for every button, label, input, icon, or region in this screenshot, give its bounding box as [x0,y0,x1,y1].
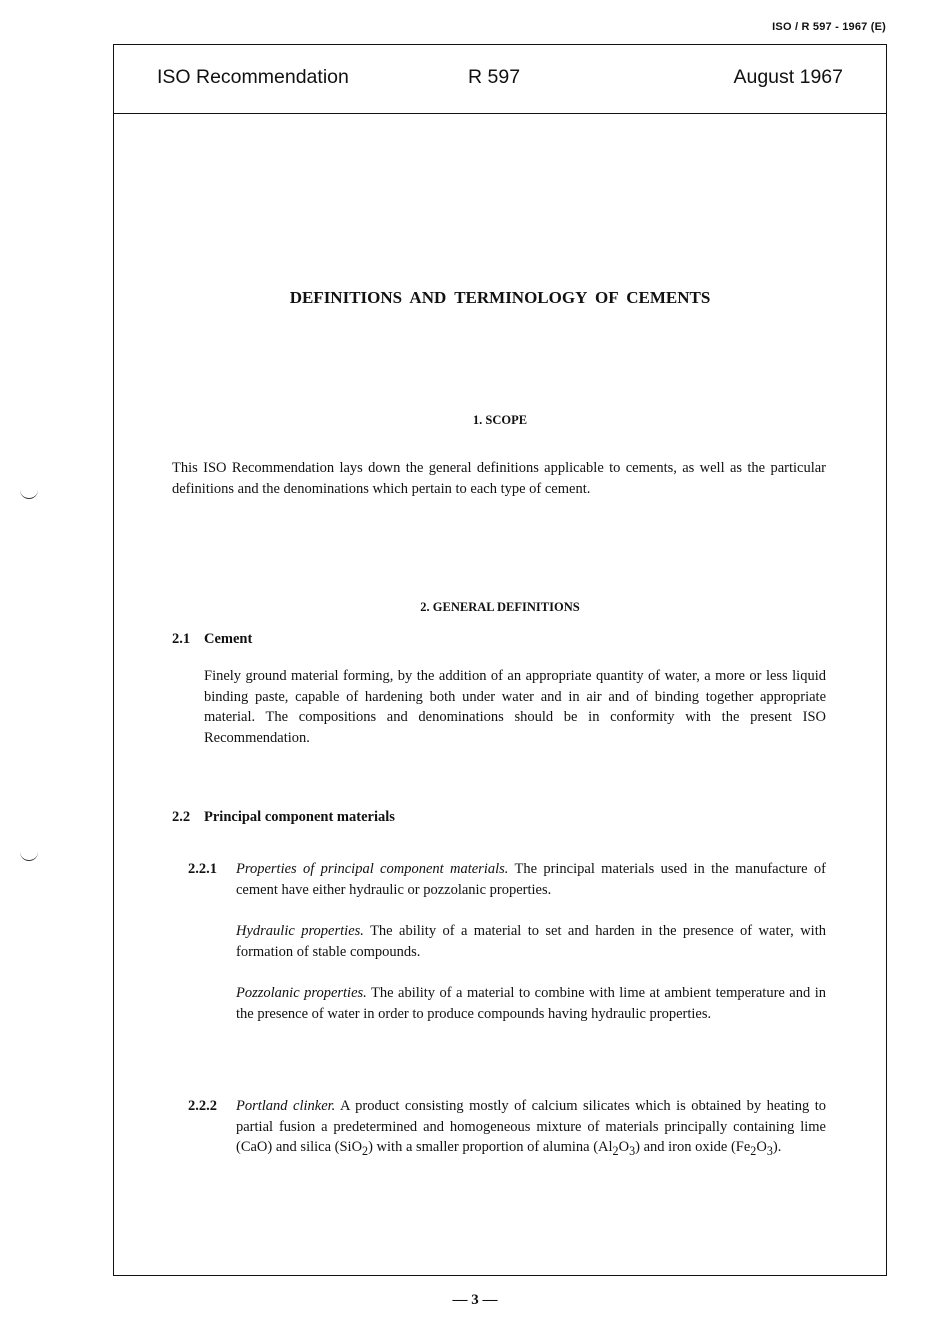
section-scope-heading: 1. SCOPE [472,413,528,427]
document-title: DEFINITIONS AND TERMINOLOGY OF CEMENTS [289,288,711,307]
header-left: ISO Recommendation [157,66,349,88]
definition-text: ). [772,1139,782,1155]
header-divider [113,113,887,114]
subsection-principal-heading [172,809,395,826]
term: Hydraulic properties. [236,923,364,939]
pozzolanic-definition [236,983,826,1024]
definition-text: ) and iron oxide (Fe [635,1139,751,1155]
properties-definition [236,859,826,900]
definition-text: The principal materials used in the manufacture of cement have either hydraulic or pozzolanic properties. [236,861,826,898]
document-reference: ISO / R 597 - 1967 (E) [772,21,886,33]
definition-text: The ability of a material to combine with lime at ambient temperature and in the presence of water in order to produce compounds having hydraulic properties. [236,985,826,1022]
header-date: August 1967 [733,66,843,88]
definition-text: ) with a smaller proportion of alumina (Al [368,1139,613,1155]
subsection-label: Principal component materials [204,809,395,825]
page-frame [113,44,887,1276]
page-number: — 3 — [452,1292,498,1308]
definition-text: The ability of a material to set and harden in the presence of water, with formation of stable compounds. [236,923,826,960]
clause-number: 2.2.2 [188,1098,217,1114]
cement-definition: Finely ground material forming, by the addition of an appropriate quantity of water, a more or less liquid binding paste, capable of hardening both under water and in air and of binding together appropriate material. The compositions and denominations should be in conformity with the present ISO Recommendation. [204,668,826,746]
scope-text: This ISO Recommendation lays down the general definitions applicable to cements, as well as the particular definitions and the denominations which pertain to each type of cement. [172,460,826,497]
subscript: 3 [629,1143,636,1158]
clinker-definition [236,1096,826,1161]
term: Properties of principal component materials. [236,861,509,877]
subscript: 2 [362,1143,369,1158]
subsection-number: 2.2 [172,809,191,825]
margin-mark [20,488,38,499]
term: Portland clinker. [236,1098,336,1114]
clause-number: 2.2.1 [188,861,217,877]
subscript: 2 [612,1143,619,1158]
definition-text: A product consisting mostly of calcium silicates which is obtained by heating to partial fusion a predetermined and homogeneous mixture of materials principally containing lime (CaO) and silica (SiO [236,1098,826,1155]
definition-text: O [756,1139,767,1155]
section-general-heading: 2. GENERAL DEFINITIONS [420,600,580,614]
subscript: 3 [766,1143,773,1158]
subsection-cement-heading [172,631,252,648]
hydraulic-definition [236,921,826,962]
header-row [113,66,887,94]
term: Pozzolanic properties. [236,985,367,1001]
subsection-label: Cement [204,631,253,647]
subscript: 2 [750,1143,757,1158]
definition-text: O [618,1139,630,1155]
margin-mark [20,850,38,861]
header-number: R 597 [468,66,521,88]
subsection-number: 2.1 [172,631,191,647]
